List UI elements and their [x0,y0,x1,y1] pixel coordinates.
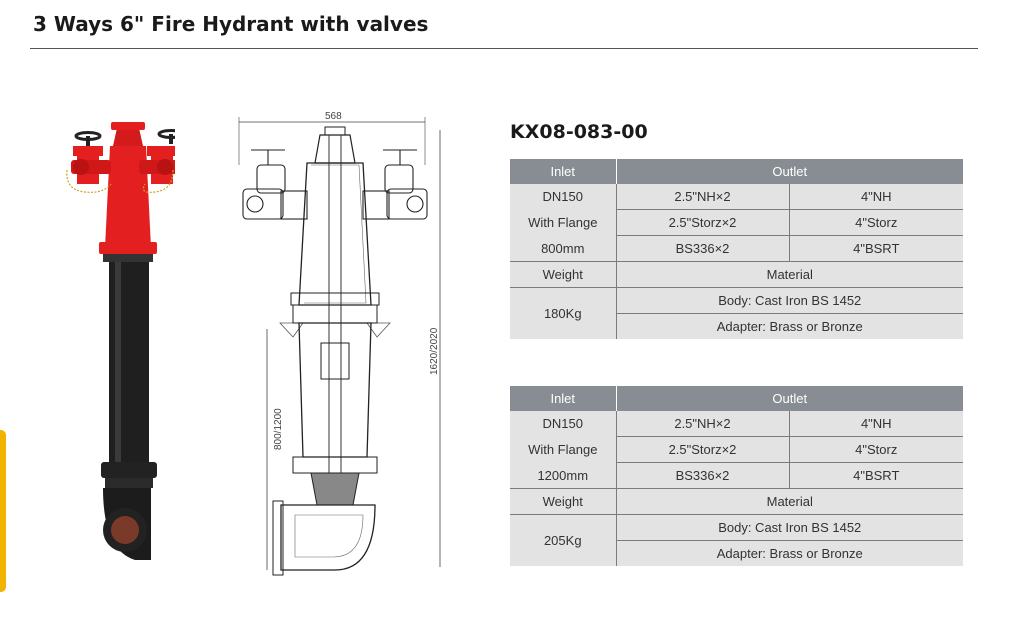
weight-label: Weight [510,262,616,288]
outlet-cell: 4"Storz [789,437,963,463]
inlet-depth: 800mm [510,236,616,262]
inlet-connection: With Flange [510,437,616,463]
outlet-cell: 4"NH [789,184,963,210]
outlet-cell: 2.5"Storz×2 [616,437,789,463]
outlet-cell: 2.5"NH×2 [616,411,789,437]
outlet-cell: 2.5"NH×2 [616,184,789,210]
inlet-header: Inlet [510,159,616,184]
depth-dimension: 800/1200 [273,408,284,450]
title-divider [30,48,978,49]
material-adapter: Adapter: Brass or Bronze [616,314,963,340]
inlet-size: DN150 [510,411,616,437]
weight-value: 180Kg [510,288,616,340]
material-label: Material [616,489,963,515]
outlet-header: Outlet [616,386,963,411]
width-dimension: 568 [325,111,342,122]
inlet-size: DN150 [510,184,616,210]
outlet-cell: BS336×2 [616,236,789,262]
outlet-cell: 4"BSRT [789,463,963,489]
spec-table-2 [510,386,963,566]
technical-drawing [225,105,455,580]
material-label: Material [616,262,963,288]
weight-label: Weight [510,489,616,515]
material-body: Body: Cast Iron BS 1452 [616,288,963,314]
spec-table-1 [510,159,963,339]
inlet-depth: 1200mm [510,463,616,489]
model-number: KX08-083-00 [510,121,648,143]
page-title: 3 Ways 6" Fire Hydrant with valves [33,12,429,36]
side-tab[interactable] [0,430,6,592]
outlet-header: Outlet [616,159,963,184]
inlet-header: Inlet [510,386,616,411]
outlet-cell: 2.5"Storz×2 [616,210,789,236]
outlet-cell: 4"BSRT [789,236,963,262]
height-dimension: 1620/2020 [429,327,440,375]
outlet-cell: 4"NH [789,411,963,437]
material-body: Body: Cast Iron BS 1452 [616,515,963,541]
hydrant-photo [55,110,175,575]
material-adapter: Adapter: Brass or Bronze [616,541,963,567]
outlet-cell: 4"Storz [789,210,963,236]
outlet-cell: BS336×2 [616,463,789,489]
inlet-connection: With Flange [510,210,616,236]
weight-value: 205Kg [510,515,616,567]
